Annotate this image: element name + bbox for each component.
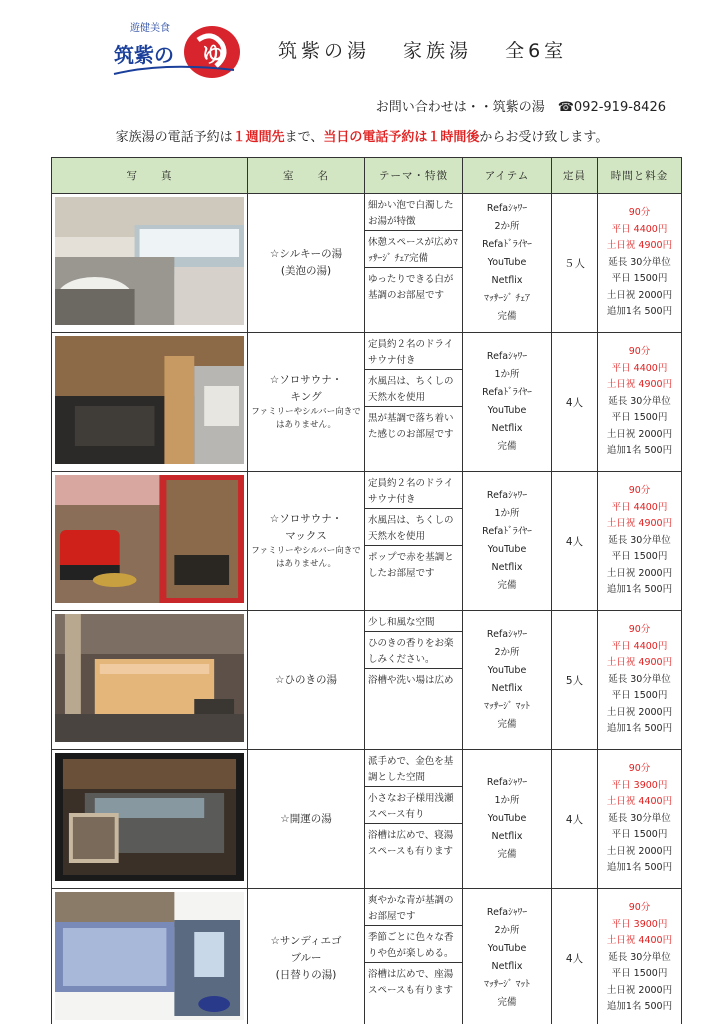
logo-top-text: 遊健美食 [130, 23, 170, 34]
price-ext-weekday: 平日 1500円 [611, 273, 668, 285]
header-items: アイテム [463, 158, 552, 194]
header-price: 時間と料金 [598, 158, 682, 194]
room-item: Refaｼｬﾜｰ [486, 629, 528, 640]
room-theme-3: 浴槽や洗い場は広め [368, 675, 454, 686]
room-theme-2: 季節ごとに色々な香りや色が楽しめる。 [365, 926, 462, 963]
price-time: 90分 [628, 763, 651, 775]
room-item: 1か所 [494, 508, 520, 519]
room-photo [55, 892, 244, 1020]
room-price-cell [598, 472, 682, 611]
room-item: Refaｼｬﾜｰ [486, 777, 528, 788]
room-item: 完備 [497, 719, 517, 730]
room-item: 完備 [497, 441, 517, 452]
room-theme-cell [365, 889, 463, 1024]
room-theme-2: ひのきの香りをお楽しみください。 [365, 632, 462, 669]
price-ext-weekday: 平日 1500円 [611, 690, 668, 702]
room-item: ﾏｯｻｰｼﾞ ﾁｪｱ [484, 293, 530, 304]
room-item: YouTube [487, 257, 527, 268]
table-row [52, 472, 682, 611]
room-photo [55, 614, 244, 742]
table-row [52, 333, 682, 472]
room-item: Refaｼｬﾜｰ [486, 351, 528, 362]
contact-info: お問い合わせは・・筑紫の湯 ☎092-919-8426 [375, 100, 666, 115]
room-theme-3: ゆったりできる白が基調のお部屋です [368, 274, 454, 301]
notice-part-1: 家族湯の電話予約は [115, 130, 233, 145]
room-item: 2か所 [494, 221, 520, 232]
price-additional: 追加1名 500円 [606, 862, 673, 874]
price-ext-weekday: 平日 1500円 [611, 829, 668, 841]
room-name-cell [248, 750, 365, 889]
room-item: Netflix [491, 275, 523, 286]
room-theme-1: 爽やかな青が基調のお部屋です [365, 889, 462, 926]
notice-part-3: まで、 [284, 130, 324, 145]
room-photo [55, 475, 244, 603]
room-item: Refaﾄﾞﾗｲﾔｰ [482, 526, 532, 537]
room-item: ﾏｯｻｰｼﾞ ﾏｯﾄ [484, 979, 530, 990]
price-weekday: 平日 4400円 [611, 362, 668, 374]
room-item: Refaｼｬﾜｰ [486, 490, 528, 501]
table-row [52, 194, 682, 333]
room-item: 完備 [497, 997, 517, 1008]
room-capacity: 5人 [552, 611, 598, 750]
room-theme-cell [365, 611, 463, 750]
room-items-cell [463, 750, 552, 889]
room-item: 完備 [497, 311, 517, 322]
room-theme-cell [365, 472, 463, 611]
header-room-name: 室 名 [248, 158, 365, 194]
price-weekend: 土日祝 4400円 [606, 796, 673, 808]
room-theme-1: 定員約２名のドライサウナ付き [365, 333, 462, 370]
room-price-cell [598, 333, 682, 472]
room-name: ☆サンディエゴ [270, 934, 342, 947]
price-extension: 延長 30分単位 [608, 812, 671, 824]
logo-mark: ゆ [202, 43, 225, 68]
room-item: Netflix [491, 423, 523, 434]
room-name: ☆ソロサウナ・ [269, 374, 343, 386]
room-theme-3: ポップで赤を基調としたお部屋です [368, 552, 454, 579]
room-item: Refaｼｬﾜｰ [486, 203, 528, 214]
room-items-cell [463, 333, 552, 472]
price-additional: 追加1名 500円 [606, 306, 673, 318]
room-item: 1か所 [494, 795, 520, 806]
room-capacity: 4人 [552, 750, 598, 889]
price-extension: 延長 30分単位 [608, 256, 671, 268]
room-name: ☆ひのきの湯 [275, 673, 337, 686]
room-capacity: 4人 [552, 889, 598, 1024]
room-items-cell [463, 472, 552, 611]
room-name-line2: (美泡の湯) [280, 265, 332, 277]
room-name: ☆ソロサウナ・ [269, 513, 343, 525]
price-additional: 追加1名 500円 [606, 445, 673, 457]
room-price-cell [598, 611, 682, 750]
room-item: 完備 [497, 580, 517, 591]
header-theme: テーマ・特徴 [365, 158, 463, 194]
room-photo-cell [52, 194, 248, 333]
room-name-cell [248, 472, 365, 611]
room-item: Refaｼｬﾜｰ [486, 907, 528, 918]
room-item: YouTube [487, 813, 527, 824]
header-photo: 写 真 [52, 158, 248, 194]
notice-part-4: 当日の電話予約は１時間後 [323, 130, 480, 145]
room-name: ☆開運の湯 [280, 812, 332, 825]
price-ext-weekday: 平日 1500円 [611, 551, 668, 563]
room-item: YouTube [487, 943, 527, 954]
room-theme-2: 小さなお子様用浅瀬スペース有り [365, 787, 462, 824]
price-weekend: 土日祝 4900円 [606, 379, 673, 391]
price-time: 90分 [628, 346, 651, 358]
room-items-cell [463, 889, 552, 1024]
room-item: 1か所 [494, 369, 520, 380]
room-item: YouTube [487, 544, 527, 555]
logo-main-text: 筑紫の [114, 43, 174, 67]
room-item: YouTube [487, 665, 527, 676]
room-photo [55, 197, 244, 325]
room-theme-1: 少し和風な空間 [365, 611, 462, 632]
price-time: 90分 [628, 624, 651, 636]
room-photo-cell [52, 472, 248, 611]
room-name: ☆シルキーの湯 [269, 248, 343, 260]
room-name-cell [248, 889, 365, 1024]
price-ext-weekend: 土日祝 2000円 [606, 984, 673, 996]
price-extension: 延長 30分単位 [608, 534, 671, 546]
room-name-cell [248, 611, 365, 750]
room-theme-2: 水風呂は、ちくしの天然水を使用 [365, 509, 462, 546]
room-item: Netflix [491, 562, 523, 573]
price-time: 90分 [628, 207, 651, 219]
room-name-line2: マックス [285, 530, 327, 542]
notice-part-2: １週間先 [232, 130, 285, 145]
price-extension: 延長 30分単位 [608, 673, 671, 685]
room-price-cell [598, 194, 682, 333]
room-item: 2か所 [494, 925, 520, 936]
room-note: ファミリーやシルバー向きではありません。 [251, 407, 361, 430]
room-photo-cell [52, 611, 248, 750]
room-name-cell [248, 333, 365, 472]
table-row [52, 889, 682, 1024]
room-theme-2: 水風呂は、ちくしの天然水を使用 [365, 370, 462, 407]
room-photo-cell [52, 333, 248, 472]
room-items-cell [463, 194, 552, 333]
room-theme-3: 浴槽は広めで、寝湯スペースも有ります [368, 830, 454, 857]
price-weekend: 土日祝 4900円 [606, 240, 673, 252]
room-name-cell [248, 194, 365, 333]
price-ext-weekend: 土日祝 2000円 [606, 845, 673, 857]
price-ext-weekday: 平日 1500円 [611, 968, 668, 980]
room-theme-3: 黒が基調で落ち着いた感じのお部屋です [368, 413, 454, 440]
page-title: 筑紫の湯 家族湯 全6室 [278, 40, 568, 62]
room-item: 完備 [497, 849, 517, 860]
room-item: ﾏｯｻｰｼﾞ ﾏｯﾄ [484, 701, 530, 712]
room-theme-1: 定員約２名のドライサウナ付き [365, 472, 462, 509]
room-photo [55, 753, 244, 881]
price-weekend: 土日祝 4400円 [606, 935, 673, 947]
room-item: Netflix [491, 683, 523, 694]
rooms-table [51, 157, 682, 1024]
room-photo-cell [52, 750, 248, 889]
table-row [52, 750, 682, 889]
room-photo [55, 336, 244, 464]
room-theme-2: 休憩スペースが広めﾏｯｻｰｼﾞ ﾁｪｱ完備 [365, 231, 462, 268]
table-row [52, 611, 682, 750]
room-name-line2: キング [290, 391, 322, 403]
price-weekday: 平日 4400円 [611, 640, 668, 652]
room-name-line2: ブルー [290, 951, 322, 964]
price-weekday: 平日 3900円 [611, 918, 668, 930]
room-capacity: 4人 [552, 472, 598, 611]
room-theme-cell [365, 333, 463, 472]
reservation-notice [0, 126, 724, 145]
logo [112, 18, 242, 80]
price-ext-weekend: 土日祝 2000円 [606, 706, 673, 718]
room-theme-cell [365, 194, 463, 333]
room-item: 2か所 [494, 647, 520, 658]
room-capacity: ５人 [552, 194, 598, 333]
room-photo-cell [52, 889, 248, 1024]
price-time: 90分 [628, 485, 651, 497]
room-item: YouTube [487, 405, 527, 416]
price-ext-weekend: 土日祝 2000円 [606, 289, 673, 301]
room-price-cell [598, 750, 682, 889]
room-item: Refaﾄﾞﾗｲﾔｰ [482, 387, 532, 398]
price-extension: 延長 30分単位 [608, 951, 671, 963]
price-weekday: 平日 4400円 [611, 501, 668, 513]
room-capacity: 4人 [552, 333, 598, 472]
room-theme-1: 派手めで、金色を基調とした空間 [365, 750, 462, 787]
room-item: Netflix [491, 961, 523, 972]
price-ext-weekend: 土日祝 2000円 [606, 428, 673, 440]
price-weekend: 土日祝 4900円 [606, 518, 673, 530]
header-capacity: 定員 [552, 158, 598, 194]
room-item: Netflix [491, 831, 523, 842]
price-weekend: 土日祝 4900円 [606, 657, 673, 669]
price-additional: 追加1名 500円 [606, 584, 673, 596]
price-time: 90分 [628, 902, 651, 914]
room-note: ファミリーやシルバー向きではありません。 [251, 546, 361, 569]
room-items-cell [463, 611, 552, 750]
price-additional: 追加1名 500円 [606, 723, 673, 735]
price-ext-weekday: 平日 1500円 [611, 412, 668, 424]
room-item: Refaﾄﾞﾗｲﾔｰ [482, 239, 532, 250]
room-name-line3: (日替りの湯) [275, 968, 337, 981]
price-ext-weekend: 土日祝 2000円 [606, 567, 673, 579]
room-price-cell [598, 889, 682, 1024]
price-additional: 追加1名 500円 [606, 1001, 673, 1013]
room-theme-1: 細かい泡で白濁したお湯が特徴 [365, 194, 462, 231]
room-theme-cell [365, 750, 463, 889]
price-extension: 延長 30分単位 [608, 395, 671, 407]
notice-part-5: からお受け致します。 [479, 130, 609, 145]
price-weekday: 平日 4400円 [611, 223, 668, 235]
price-weekday: 平日 3900円 [611, 779, 668, 791]
room-theme-3: 浴槽は広めで、座湯スペースも有ります [368, 969, 454, 996]
